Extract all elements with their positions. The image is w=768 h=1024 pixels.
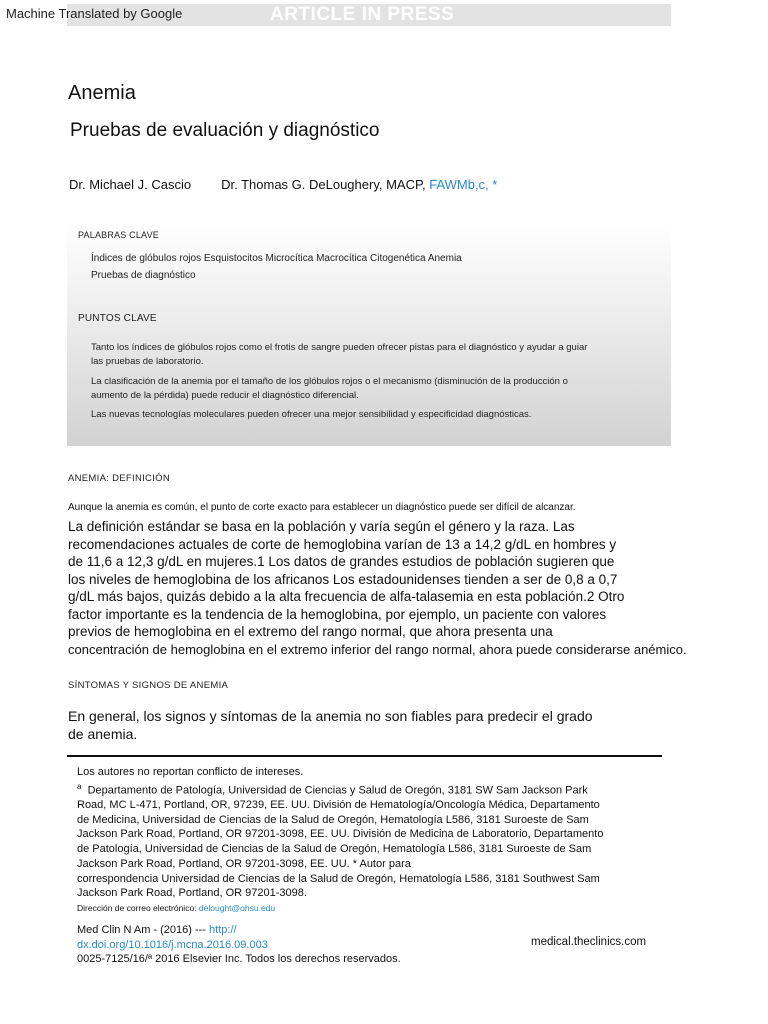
key-point-3: Las nuevas tecnologías moleculares pueden ofrecer una mejor sensibilidad y especificidad diagnósticas. <box>91 409 532 420</box>
key-point-2-line-1: La clasificación de la anemia por el tamaño de los glóbulos rojos o el mecanismo (disminución de la producción o <box>91 376 568 387</box>
symptoms-heading: SÍNTOMAS Y SIGNOS DE ANEMIA <box>68 680 229 691</box>
author-line <box>69 177 497 192</box>
doi-link[interactable]: dx.doi.org/10.1016/j.mcna.2016.09.003 <box>77 938 268 951</box>
email-line <box>77 901 603 916</box>
affiliation-text: Departamento de Patología, Universidad de Ciencias y Salud de Oregón, 3181 SW Sam Jackson Park <box>87 784 588 797</box>
conflict-statement: Los autores no reportan conflicto de intereses. <box>77 766 304 778</box>
article-title: Pruebas de evaluación y diagnóstico <box>70 120 380 141</box>
key-point-1-line-2: las pruebas de laboratorio. <box>91 356 204 367</box>
key-point-1-line-1: Tanto los índices de glóbulos rojos como el frotis de sangre pueden ofrecer pistas para el diagnóstico y ayudar a guiar <box>91 342 588 353</box>
symptoms-line-1: En general, los signos y síntomas de la anemia no son fiables para predecir el grado <box>68 708 593 724</box>
footnote-divider <box>67 755 662 757</box>
affiliation-line-8: Jackson Park Road, Portland, OR 97201-3098. <box>77 887 307 900</box>
journal-site: medical.theclinics.com <box>531 936 647 948</box>
symptoms-paragraph <box>68 708 593 743</box>
keywords-heading: PALABRAS CLAVE <box>78 230 160 240</box>
definition-heading: ANEMIA: DEFINICIÓN <box>68 473 170 484</box>
affiliation-line-6: Jackson Park Road, Portland, OR 97201-3098, EE. UU. * Autor para <box>77 857 411 870</box>
definition-line: g/dL más bajos, quizás debido a la alta frecuencia de alfa-talasemia en esta población.2 Otro <box>68 589 625 604</box>
email-label: Dirección de correo electrónico: <box>77 902 197 913</box>
machine-translated-label: Machine Translated by Google <box>6 6 183 21</box>
affiliation-line-7: correspondencia Universidad de Ciencias de la Salud de Oregón, Hematología L586, 3181 Southwest Sam <box>77 872 600 885</box>
definition-line: los niveles de hemoglobina de los africanos Los estadounidenses tienden a ser de 0,8 a 0,7 <box>68 571 618 587</box>
affiliation-line-2: Road, MC L-471, Portland, OR, 97239, EE. UU. División de Hematología/Oncología Médica, Departamento <box>77 799 600 812</box>
author-deloughery: Dr. Thomas G. DeLoughery, MACP, <box>221 177 426 192</box>
affiliation-line-3: de Medicina, Universidad de Ciencias de la Salud de Oregón, Hematología L586, 3181 Suroeste de Sam <box>77 813 589 826</box>
keywords-line-2: Pruebas de diagnóstico <box>91 270 196 281</box>
definition-first-line: Aunque la anemia es común, el punto de corte exacto para establecer un diagnóstico puede ser difícil de alcanzar. <box>68 502 576 513</box>
journal-info <box>77 923 401 967</box>
key-points-heading: PUNTOS CLAVE <box>78 313 157 324</box>
symptoms-line-2: de anemia. <box>68 725 138 742</box>
definition-line: previos de hemoglobina en el extremo del rango normal, que ahora presenta una <box>68 624 553 639</box>
copyright-line: 0025-7125/16/ª 2016 Elsevier Inc. Todos los derechos reservados. <box>77 953 401 965</box>
doi-link-start[interactable]: http:// <box>209 924 237 936</box>
affiliation-line-1 <box>77 780 603 798</box>
section-title: Anemia <box>68 82 136 104</box>
journal-citation-line <box>77 923 401 938</box>
definition-line: concentración de hemoglobina en el extremo inferior del rango normal, ahora puede considerarse anémico. <box>68 641 687 657</box>
definition-line: de 11,6 a 12,3 g/dL en mujeres.1 Los datos de grandes estudios de población sugieren que <box>68 554 615 569</box>
author-cascio: Dr. Michael J. Cascio <box>69 177 192 192</box>
definition-line: recomendaciones actuales de corte de hemoglobina varían de 13 a 14,2 g/dL en hombres y <box>68 536 617 552</box>
journal-citation: Med Clin N Am - (2016) --- <box>77 924 206 936</box>
email-link[interactable]: delought@ohsu.edu <box>198 902 276 913</box>
article-in-press-label: ARTICLE IN PRESS <box>270 4 455 25</box>
footnote-block <box>77 765 603 916</box>
definition-line: La definición estándar se basa en la población y varía según el género y la raza. Las <box>68 519 575 534</box>
affiliation-line-4: Jackson Park Road, Portland, OR 97201-3098, EE. UU. División de Medicina de Laboratorio, Departamento <box>77 828 604 841</box>
definition-paragraph <box>68 518 687 658</box>
key-point-2-line-2: aumento de la pérdida) puede reducir el diagnóstico diferencial. <box>91 390 359 401</box>
definition-line: factor importante es la tendencia de la hemoglobina, por ejemplo, un paciente con valores <box>68 606 607 622</box>
keywords-line-1: Índices de glóbulos rojos Esquistocitos Microcítica Macrocítica Citogenética Anemia <box>91 253 462 264</box>
affiliation-line-5: de Patología, Universidad de Ciencias de la Salud de Oregón, Hematología L586, 3181 Suroeste de Sam <box>77 843 592 856</box>
affiliation-marker: a <box>77 781 82 791</box>
author-affiliation-link[interactable]: FAWMb,c, * <box>429 177 498 192</box>
